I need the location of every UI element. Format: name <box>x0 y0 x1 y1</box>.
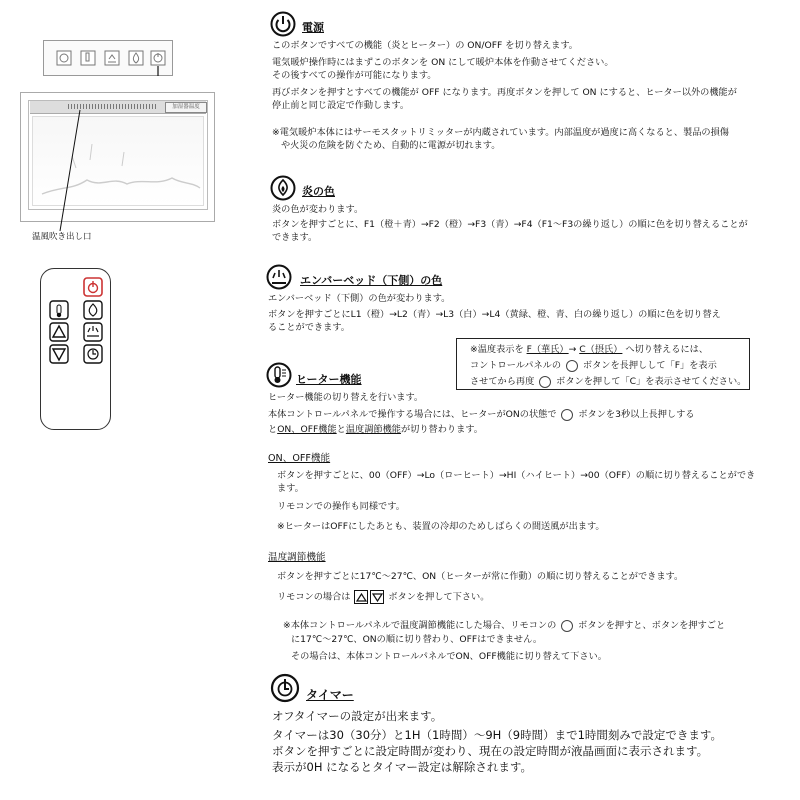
heater-title: ヒーター機能 <box>296 373 362 386</box>
remote-up-button[interactable] <box>50 323 68 341</box>
down-arrow-icon <box>370 590 384 604</box>
panel-heater-button[interactable] <box>81 51 95 65</box>
onoff-text-4: ※ヒーターはOFFにしたあとも、装置の冷却のためしばらくの間送風が出ます。 <box>277 521 605 532</box>
flame-icon <box>270 175 296 201</box>
power-text-4: 再びボタンを押すとすべての機能が OFF になります。再度ボタンを押して ON にすると、ヒーター以外の機能が <box>272 87 737 98</box>
display-panel: 加湿器温度 <box>165 102 207 113</box>
timer-icon <box>270 673 300 703</box>
remote-heater-button[interactable] <box>50 301 68 319</box>
power-note-1: ※電気暖炉本体にはサーモスタットリミッターが内蔵されています。内部温度が過度に高くなると、製品の損傷 <box>272 127 729 138</box>
remote-ember-button[interactable] <box>84 323 102 341</box>
heater-text-2: 本体コントロールパネルで操作する場合には、ヒーターがONの状態で ボタンを3秒以上長押しする <box>268 409 695 420</box>
timer-text-4: 表示が0H になるとタイマー設定は解除されます。 <box>272 760 532 774</box>
panel-power-button[interactable] <box>151 51 165 65</box>
power-text-5: 停止前と同じ設定で作動します。 <box>272 100 410 111</box>
temp-text-2: リモコンの場合は ボタンを押して下さい。 <box>277 591 490 603</box>
remote-down-button[interactable] <box>50 345 68 363</box>
note-line-3: させてから再度 ボタンを押して「C」を表示させてください。 <box>470 376 747 387</box>
warm-air-vent-label: 温風吹き出し口 <box>32 232 92 242</box>
timer-text-2: タイマーは30（30分）と1H（1時間）～9H（9時間）まで1時間刻みで設定できます。 <box>272 728 722 742</box>
ember-text-1: エンバーベッド（下側）の色が変わります。 <box>268 293 451 304</box>
power-text-3: その後すべての操作が可能になります。 <box>272 70 437 81</box>
ember-icon <box>264 264 294 290</box>
note-line-2: コントロールパネルの ボタンを長押しして「F」を表示 <box>470 360 717 371</box>
flame-text-3: できます。 <box>272 232 318 243</box>
temp-note-1: ※本体コントロールパネルで温度調節機能にした場合、リモコンの ボタンを押すと、ボタンを押すごと <box>283 620 726 631</box>
heater-mini-icon <box>561 409 573 421</box>
heater-icon <box>266 362 292 388</box>
onoff-title: ON、OFF機能 <box>268 453 331 464</box>
panel-timer-button[interactable] <box>57 51 71 65</box>
heater-mini-icon <box>561 620 573 632</box>
remote-flame-button[interactable] <box>84 301 102 319</box>
heater-text-1: ヒーター機能の切り替えを行います。 <box>268 392 424 403</box>
onoff-text-1: ボタンを押すごとに、00（OFF）→Lo（ローヒート）→HI（ハイヒート）→00（OFF）の順に切り替えることができ <box>277 470 756 481</box>
timer-title: タイマー <box>306 688 354 702</box>
temp-note-2: に17℃～27℃、ONの順に切り替わり、OFFはできません。 <box>291 634 543 645</box>
ember-text-3: ることができます。 <box>268 322 350 333</box>
heater-text-3: とON、OFF機能と温度調節機能が切り替わります。 <box>268 424 483 435</box>
temp-title: 温度調節機能 <box>268 552 326 563</box>
power-note-2: や火災の危険を防ぐため、自動的に電源が切れます。 <box>281 140 501 151</box>
ember-text-2: ボタンを押すごとにL1（橙）→L2（青）→L3（白）→L4（黄緑、橙、青、白の繰り返し）の順に色を切り替え <box>268 309 721 320</box>
remote-buttons <box>40 268 111 430</box>
temp-note-3: その場合は、本体コントロールパネルでON、OFF機能に切り替えて下さい。 <box>291 651 607 662</box>
power-title: 電源 <box>302 21 324 34</box>
timer-text-1: オフタイマーの設定が出来ます。 <box>272 709 443 723</box>
flame-title: 炎の色 <box>302 185 335 198</box>
timer-text-3: ボタンを押すごとに設定時間が変わり、現在の設定時間が液晶画面に表示されます。 <box>272 744 709 758</box>
power-icon <box>270 11 296 37</box>
control-panel-buttons <box>43 40 173 76</box>
remote-power-button[interactable] <box>84 278 102 296</box>
panel-flame-button[interactable] <box>129 51 143 65</box>
pointer-line <box>50 106 90 236</box>
onoff-text-3: リモコンでの操作も同様です。 <box>277 501 405 512</box>
power-text-2: 電気暖炉操作時にはまずこのボタンを ON にして暖炉本体を作動させてください。 <box>272 57 614 68</box>
flame-text-1: 炎の色が変わります。 <box>272 204 364 215</box>
flame-text-2: ボタンを押すごとに、F1（橙＋青）→F2（橙）→F3（青）→F4（F1～F3の繰り返し）の順に色を切り替えることが <box>272 219 748 230</box>
power-text-1: このボタンですべての機能（炎とヒーター）の ON/OFF を切り替えます。 <box>272 40 578 51</box>
ember-title: エンバーベッド（下側）の色 <box>300 274 443 287</box>
flame-mini-icon <box>566 360 578 372</box>
temp-text-1: ボタンを押すごとに17℃～27℃、ON（ヒーターが常に作動）の順に切り替えることができます。 <box>277 571 684 582</box>
up-arrow-icon <box>354 590 368 604</box>
flame-mini-icon <box>539 376 551 388</box>
panel-ember-button[interactable] <box>105 51 119 65</box>
remote-timer-button[interactable] <box>84 345 102 363</box>
onoff-text-2: ます。 <box>277 483 304 494</box>
note-line-1: ※温度表示を F（華氏）→ C（摂氏） へ切り替えるには、 <box>470 344 709 355</box>
